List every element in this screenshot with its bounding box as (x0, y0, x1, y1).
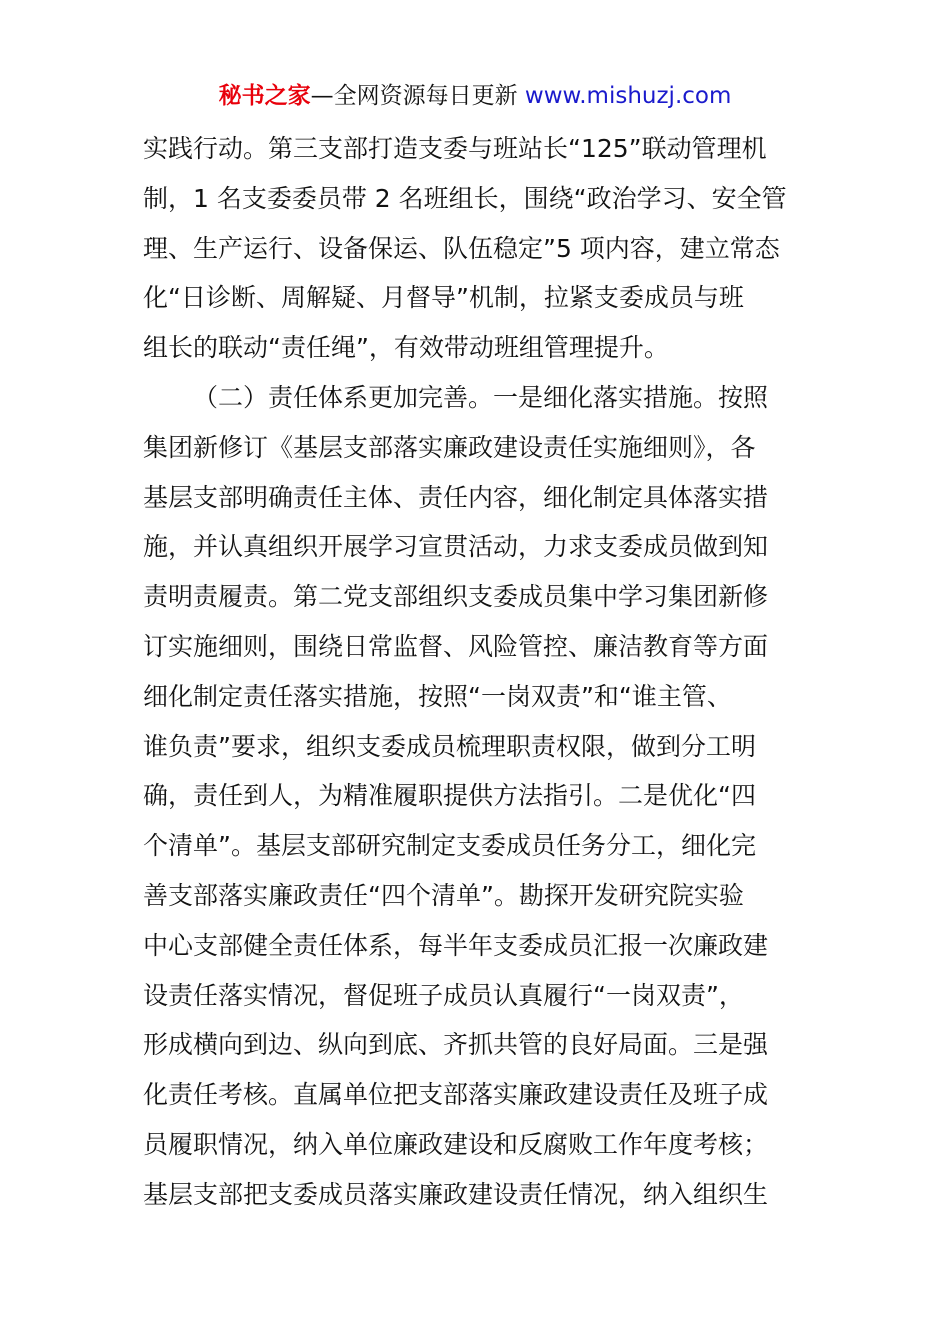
text-line: 员履职情况，纳入单位廉政建设和反腐败工作年度考核； (143, 1129, 769, 1159)
text-line: 基层支部明确责任主体、责任内容，细化制定具体落实措 (143, 482, 769, 512)
text-line: 形成横向到边、纵向到底、齐抓共管的良好局面。三是强 (143, 1030, 769, 1060)
text-line: 确，责任到人，为精准履职提供方法指引。二是优化“四 (143, 781, 756, 811)
text-line: 化责任考核。直属单位把支部落实廉政建设责任及班子成 (143, 1080, 769, 1110)
text-line: 细化制定责任落实措施，按照“一岗双责”和“谁主管、 (143, 681, 732, 711)
site-header (0, 80, 950, 112)
text-line: 集团新修订《基层支部落实廉政建设责任实施细则》，各 (143, 432, 756, 462)
text-line: 化“日诊断、周解疑、月督导”机制，拉紧支委成员与班 (143, 283, 744, 313)
text-line: 个清单”。基层支部研究制定支委成员任务分工，细化完 (143, 831, 756, 861)
text-line: 善支部落实廉政责任“四个清单”。勘探开发研究院实验 (143, 880, 744, 910)
text-line: 实践行动。第三支部打造支委与班站长“125”联动管理机 (143, 134, 767, 163)
text-line: 中心支部健全责任体系，每半年支委成员汇报一次廉政建 (143, 930, 769, 960)
site-tagline: —全网资源每日更新 (310, 83, 525, 109)
text-line: 基层支部把支委成员落实廉政建设责任情况，纳入组织生 (143, 1179, 769, 1209)
document-body (143, 124, 807, 1220)
text-line: 制，1 名支委委员带 2 名班组长，围绕“政治学习、安全管 (143, 183, 787, 213)
text-line: 设责任落实情况，督促班子成员认真履行“一岗双责”， (143, 980, 744, 1010)
site-url-link[interactable]: www.mishuzj.com (524, 83, 732, 109)
text-line: 理、生产运行、设备保运、队伍稳定”5 项内容，建立常态 (143, 233, 780, 263)
text-line: 组长的联动“责任绳”，有效带动班组管理提升。 (143, 333, 669, 363)
text-line: 责明责履责。第二党支部组织支委成员集中学习集团新修 (143, 582, 769, 612)
section-heading-line: （二）责任体系更加完善。一是细化落实措施。按照 (193, 382, 769, 412)
text-line: 订实施细则，围绕日常监督、风险管控、廉洁教育等方面 (143, 631, 769, 661)
text-line: 谁负责”要求，组织支委成员梳理职责权限，做到分工明 (143, 731, 756, 761)
text-line: 施，并认真组织开展学习宣贯活动，力求支委成员做到知 (143, 532, 769, 562)
site-brand: 秘书之家 (218, 83, 311, 109)
